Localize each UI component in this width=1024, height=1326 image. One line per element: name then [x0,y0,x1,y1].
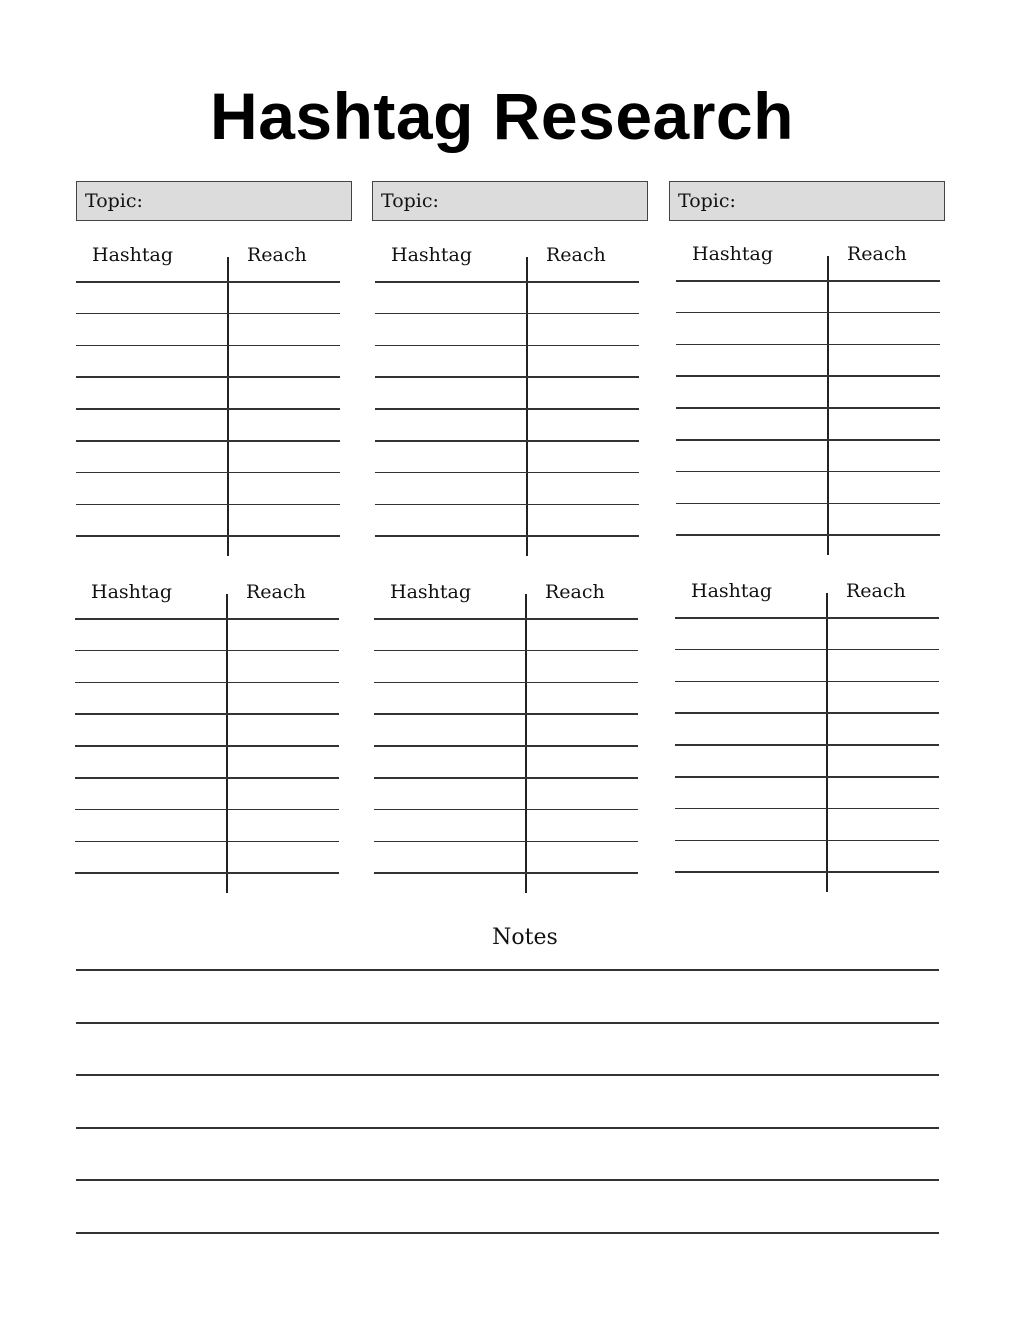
table-row-line[interactable] [76,440,340,442]
table-row-line[interactable] [675,776,939,778]
table-row-line[interactable] [75,618,339,620]
table-row-line[interactable] [75,777,339,779]
column-divider [827,256,829,555]
topic-label: Topic: [85,190,143,212]
notes-line[interactable] [76,969,939,971]
topic-label: Topic: [381,190,439,212]
table-row-line[interactable] [75,682,339,684]
column-header-hashtag: Hashtag [91,581,173,603]
table-row-line[interactable] [374,682,638,684]
column-header-hashtag: Hashtag [391,244,473,266]
table-row-line[interactable] [675,808,939,810]
hashtag-table-6 [675,580,939,895]
table-row-line[interactable] [676,280,940,282]
table-row-line[interactable] [76,345,340,347]
table-row-line[interactable] [375,281,639,283]
table-row-line[interactable] [375,345,639,347]
column-divider [525,594,527,893]
column-divider [526,257,528,556]
table-row-line[interactable] [374,618,638,620]
table-row-line[interactable] [675,744,939,746]
table-row-line[interactable] [675,649,939,651]
hashtag-table-3 [676,243,940,558]
notes-line[interactable] [76,1074,939,1076]
table-row-line[interactable] [675,681,939,683]
table-row-line[interactable] [375,313,639,315]
notes-line[interactable] [76,1179,939,1181]
column-header-reach: Reach [545,581,605,603]
column-header-hashtag: Hashtag [692,243,774,265]
hashtag-table-5 [374,581,638,896]
table-row-line[interactable] [76,281,340,283]
table-row-line[interactable] [374,650,638,652]
table-row-line[interactable] [75,841,339,843]
table-row-line[interactable] [676,471,940,473]
column-header-hashtag: Hashtag [390,581,472,603]
column-divider [227,257,229,556]
table-row-line[interactable] [76,408,340,410]
table-row-line[interactable] [375,472,639,474]
table-row-line[interactable] [374,777,638,779]
table-row-line[interactable] [374,872,638,874]
notes-title: Notes [492,925,558,950]
table-row-line[interactable] [375,376,639,378]
table-row-line[interactable] [75,872,339,874]
column-header-reach: Reach [247,244,307,266]
hashtag-table-2 [375,244,639,559]
table-row-line[interactable] [375,440,639,442]
table-row-line[interactable] [374,713,638,715]
table-row-line[interactable] [375,504,639,506]
notes-line[interactable] [76,1127,939,1129]
table-row-line[interactable] [75,713,339,715]
topic-field-1[interactable] [76,181,352,221]
page-title: Hashtag Research [210,79,794,153]
table-row-line[interactable] [76,504,340,506]
table-row-line[interactable] [675,840,939,842]
table-row-line[interactable] [676,375,940,377]
table-row-line[interactable] [676,312,940,314]
column-divider [226,594,228,893]
table-row-line[interactable] [676,503,940,505]
table-row-line[interactable] [75,745,339,747]
table-row-line[interactable] [375,408,639,410]
table-row-line[interactable] [676,344,940,346]
column-header-reach: Reach [846,580,906,602]
table-row-line[interactable] [675,617,939,619]
hashtag-table-4 [75,581,339,896]
column-header-hashtag: Hashtag [691,580,773,602]
table-row-line[interactable] [75,650,339,652]
table-row-line[interactable] [374,745,638,747]
table-row-line[interactable] [374,841,638,843]
column-header-hashtag: Hashtag [92,244,174,266]
table-row-line[interactable] [76,535,340,537]
column-divider [826,593,828,892]
table-row-line[interactable] [676,439,940,441]
notes-line[interactable] [76,1232,939,1234]
table-row-line[interactable] [76,472,340,474]
topic-field-2[interactable] [372,181,648,221]
table-row-line[interactable] [76,313,340,315]
table-row-line[interactable] [675,871,939,873]
table-row-line[interactable] [374,809,638,811]
table-row-line[interactable] [675,712,939,714]
table-row-line[interactable] [375,535,639,537]
column-header-reach: Reach [246,581,306,603]
table-row-line[interactable] [676,534,940,536]
table-row-line[interactable] [676,407,940,409]
column-header-reach: Reach [847,243,907,265]
topic-field-3[interactable] [669,181,945,221]
hashtag-table-1 [76,244,340,559]
topic-label: Topic: [678,190,736,212]
table-row-line[interactable] [76,376,340,378]
column-header-reach: Reach [546,244,606,266]
notes-line[interactable] [76,1022,939,1024]
table-row-line[interactable] [75,809,339,811]
